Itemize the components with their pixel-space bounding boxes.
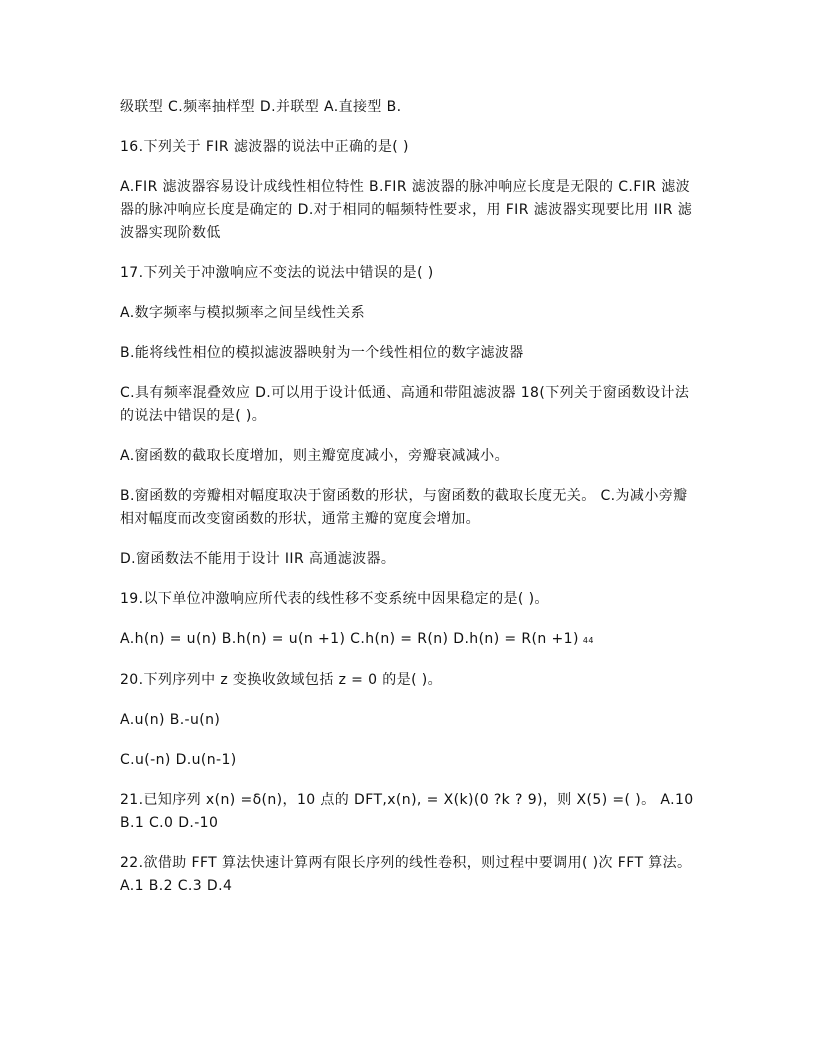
small-subscript-text: 44: [582, 636, 594, 645]
question-18-option-d: [120, 548, 698, 571]
paragraph-text: 级联型 C.频率抽样型 D.并联型 A.直接型 B.: [120, 99, 402, 115]
paragraph-text: D.窗函数法不能用于设计 IIR 高通滤波器。: [120, 551, 396, 567]
paragraph-text: A.窗函数的截取长度增加，则主瓣宽度减小，旁瓣衰减减小。: [120, 448, 509, 464]
question-18-option-a: [120, 445, 698, 468]
question-21: [120, 789, 698, 835]
paragraph-text: C.u(-n) D.u(n-1): [120, 752, 237, 768]
paragraph-text: 17.下列关于冲激响应不变法的说法中错误的是( ): [120, 265, 434, 281]
question-17-option-a: [120, 302, 698, 325]
document-page: [120, 96, 698, 915]
paragraph-text: A.u(n) B.-u(n): [120, 712, 221, 728]
question-17-option-b: [120, 342, 698, 365]
paragraph-text: A.h(n) = u(n) B.h(n) = u(n +1) C.h(n) = R(n) D.h(n) = R(n +1): [120, 631, 579, 647]
paragraph-text: 22.欲借助 FFT 算法快速计算两有限长序列的线性卷积，则过程中要调用( )次 FFT 算法。 A.1 B.2 C.3 D.4: [120, 855, 692, 894]
paragraph-text: A.数字频率与模拟频率之间呈线性关系: [120, 305, 365, 321]
paragraph-text: 21.已知序列 x(n) =δ(n)，10 点的 DFT,x(n), = X(k)(0 ?k ? 9)，则 X(5) =( )。 A.10 B.1 C.0 D.-10: [120, 792, 694, 831]
paragraph-text: B.能将线性相位的模拟滤波器映射为一个线性相位的数字滤波器: [120, 345, 524, 361]
question-17-option-cd-question-18: [120, 382, 698, 428]
question-16-options: [120, 176, 698, 245]
paragraph-text: 20.下列序列中 z 变换收敛域包括 z = 0 的是( )。: [120, 672, 443, 688]
paragraph-1: [120, 96, 698, 119]
paragraph-text: A.FIR 滤波器容易设计成线性相位特性 B.FIR 滤波器的脉冲响应长度是无限的 C.FIR 滤波器的脉冲响应长度是确定的 D.对于相同的幅频特性要求，用 FIR 滤波器实现要比用 IIR 滤波器实现阶数低: [120, 179, 693, 241]
question-20: [120, 669, 698, 692]
paragraph-text: B.窗函数的旁瓣相对幅度取决于窗函数的形状，与窗函数的截取长度无关。 C.为减小旁瓣相对幅度而改变窗函数的形状，通常主瓣的宽度会增加。: [120, 488, 688, 527]
question-19: [120, 588, 698, 611]
paragraph-text: 16.下列关于 FIR 滤波器的说法中正确的是( ): [120, 139, 409, 155]
paragraph-text: 19.以下单位冲激响应所代表的线性移不变系统中因果稳定的是( )。: [120, 591, 549, 607]
question-20-options-ab: [120, 709, 698, 732]
question-16: [120, 136, 698, 159]
question-22: [120, 852, 698, 898]
question-19-options: [120, 628, 698, 652]
paragraph-text: C.具有频率混叠效应 D.可以用于设计低通、高通和带阻滤波器 18(下列关于窗函数设计法的说法中错误的是( )。: [120, 385, 690, 424]
question-20-options-cd: [120, 749, 698, 772]
question-18-option-bc: [120, 485, 698, 531]
question-17: [120, 262, 698, 285]
